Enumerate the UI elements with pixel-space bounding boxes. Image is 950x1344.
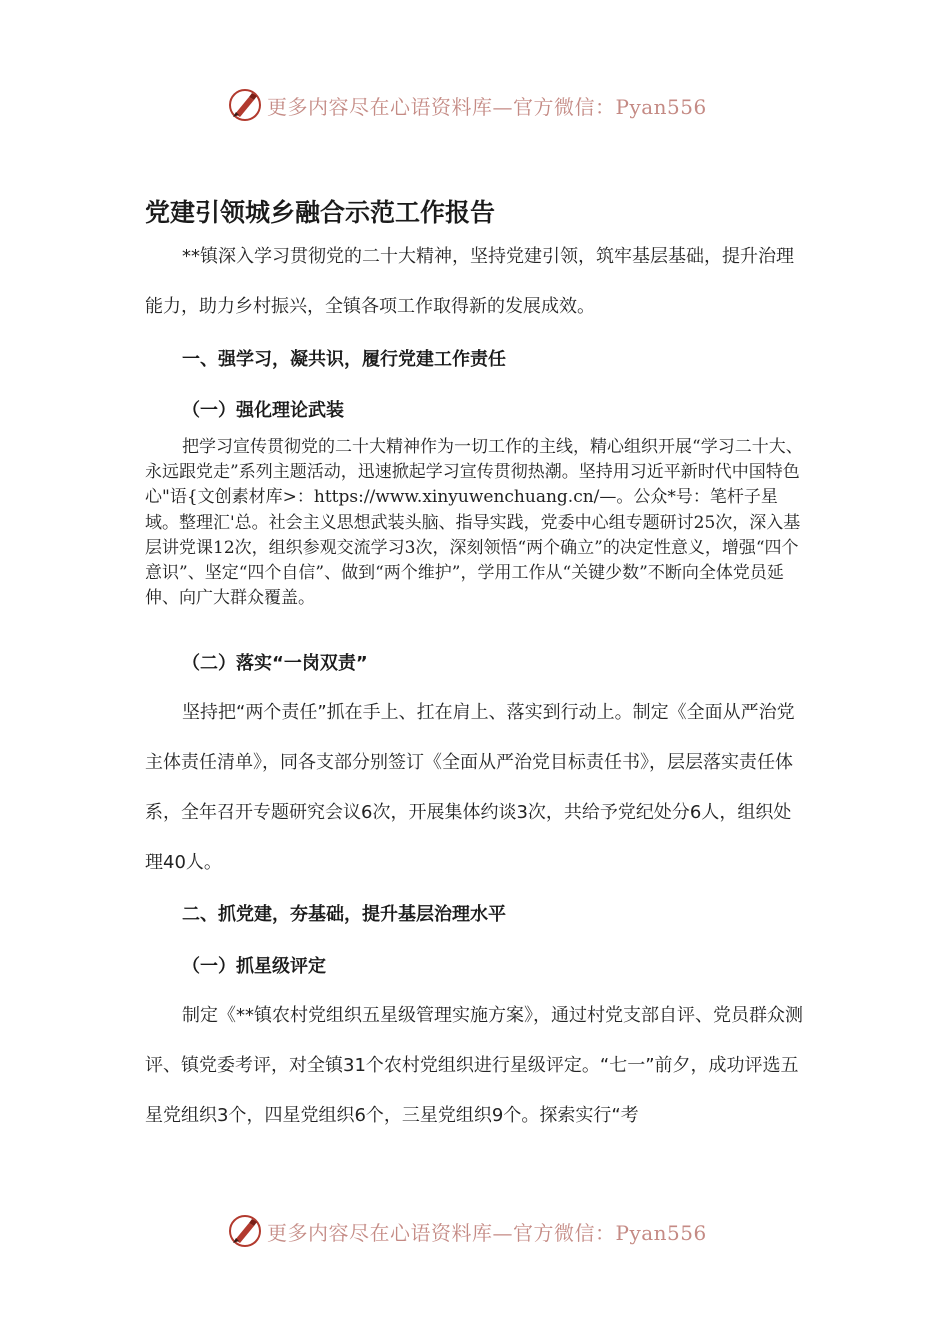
- watermark-banner-bottom: [227, 1211, 707, 1251]
- document-title: 党建引领城乡融合示范工作报告: [145, 197, 496, 227]
- section-1-sub-1-body: 把学习宣传贯彻党的二十大精神作为一切工作的主线，精心组织开展“学习二十大、永远跟党走”系列主题活动，迅速掀起学习宣传贯彻热潮。坚持用习近平新时代中国特色心"语{文创素材库>：https://www.xinyuwenchuang.cn/—。公众*号：笔杆子星域。整理汇'总。社会主义思想武装头脑、指导实践，党委中心组专题研讨25次，深入基层讲党课12次，组织参观交流学习3次，深刻领悟“两个确立”的决定性意义，增强“四个意识”、坚定“四个自信”、做到“两个维护”，学用工作从“关键少数”不断向全体党员延伸、向广大群众覆盖。: [145, 437, 803, 609]
- watermark-text: 更多内容尽在心语资料库—官方微信：Pyan556: [267, 1220, 707, 1245]
- section-1-sub-1-heading: （一）强化理论武装: [182, 400, 344, 421]
- pen-nib-logo-icon: [227, 87, 263, 123]
- pen-nib-logo-icon: [227, 1213, 263, 1249]
- section-1-heading: 一、强学习，凝共识，履行党建工作责任: [182, 349, 506, 370]
- section-1-sub-2-heading: （二）落实“一岗双责”: [182, 653, 368, 674]
- watermark-banner-top: [227, 85, 707, 125]
- section-1-sub-2-body: 坚持把“两个责任”抓在手上、扛在肩上、落实到行动上。制定《全面从严治党主体责任清单》，同各支部分别签订《全面从严治党目标责任书》，层层落实责任体系，全年召开专题研究会议6次，开展集体约谈3次，共给予党纪处分6人，组织处理40人。: [145, 702, 795, 873]
- section-2-sub-1-body: 制定《**镇农村党组织五星级管理实施方案》，通过村党支部自评、党员群众测评、镇党委考评，对全镇31个农村党组织进行星级评定。“七一”前夕，成功评选五星党组织3个，四星党组织6个，三星党组织9个。探索实行“考: [145, 1005, 803, 1126]
- section-2-heading: 二、抓党建，夯基础，提升基层治理水平: [182, 904, 506, 925]
- section-2-sub-1-heading: （一）抓星级评定: [182, 956, 326, 977]
- intro-paragraph: **镇深入学习贯彻党的二十大精神，坚持党建引领，筑牢基层基础，提升治理能力，助力乡村振兴，全镇各项工作取得新的发展成效。: [145, 246, 794, 317]
- watermark-text: 更多内容尽在心语资料库—官方微信：Pyan556: [267, 94, 707, 119]
